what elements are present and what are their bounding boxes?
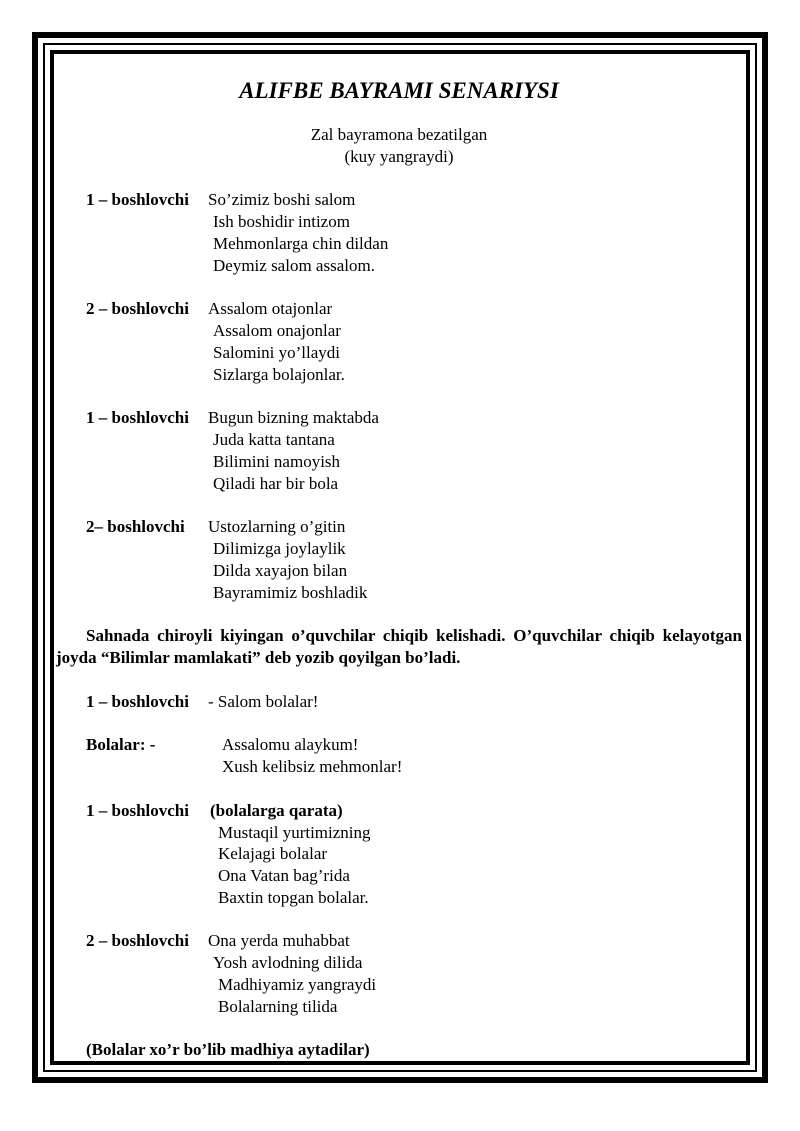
dialogue-block [56,930,742,1017]
speaker-label: Bolalar: - [86,735,156,755]
verse-line: Bolalarning tilida [218,996,338,1016]
verse-line: So’zimiz boshi salom [208,190,356,210]
verse-line: Ona Vatan bag’rida [218,866,350,886]
verse-line: Mustaqil yurtimizning [218,822,371,842]
verse-line: Assalom onajonlar [213,321,341,341]
dialogue-block [56,407,742,494]
verse-line: Dilda xayajon bilan [213,560,348,580]
verse-line: Deymiz salom assalom. [213,255,375,275]
verse-line: Xush kelibsiz mehmonlar! [222,757,403,777]
speaker-label: 1 – boshlovchi [86,800,189,820]
verse-line: Yosh avlodning dilida [213,953,363,973]
speaker-label: 1 – boshlovchi [86,190,189,210]
dialogue-block [56,189,742,276]
verse-line: Juda katta tantana [213,430,335,450]
speaker-label: 2 – boshlovchi [86,299,189,319]
speaker-label: 2 – boshlovchi [86,931,189,951]
dialogue-block [56,516,742,603]
intro-line: (kuy yangraydi) [344,146,454,166]
dialogue-block [56,800,742,909]
dialogue-block [56,691,742,713]
closing-direction: (Bolalar xo’r bo’lib madhiya aytadilar) [86,1040,370,1060]
speaker-label: 2– boshlovchi [86,517,185,537]
verse-line: Baxtin topgan bolalar. [218,887,369,907]
speaker-label: 1 – boshlovchi [86,691,189,711]
verse-line: Bayramimiz boshladik [213,582,368,602]
verse-line: Ish boshidir intizom [213,212,350,232]
intro-line: Zal bayramona bezatilgan [310,125,488,144]
dialogue-block [56,298,742,385]
verse-line: Ustozlarning o’gitin [208,517,346,537]
verse-line: Bugun bizning maktabda [208,408,379,428]
stage-direction: Sahnada chiroyli kiyingan o’quvchilar chiqib kelishadi. O’quvchilar chiqib kelayotgan joyda “Bilimlar mamlakati” deb yozib qoyilgan bo’ladi. [56,626,742,668]
verse-line: - Salom bolalar! [208,691,319,711]
verse-line: Assalomu alaykum! [222,735,359,755]
document-body [56,76,742,1061]
verse-line: Ona yerda muhabbat [208,931,350,951]
dialogue-block [56,734,742,778]
verse-line: Kelajagi bolalar [218,844,328,864]
verse-line: Assalom otajonlar [208,299,333,319]
verse-line: Sizlarga bolajonlar. [213,364,345,384]
page-title: ALIFBE BAYRAMI SENARIYSI [239,78,559,103]
verse-line: Dilimizga joylaylik [213,539,346,559]
verse-line: Salomini yo’llaydi [213,342,341,362]
stage-note: (bolalarga qarata) [210,800,343,820]
verse-line: Qiladi har bir bola [213,473,339,493]
speaker-label: 1 – boshlovchi [86,408,189,428]
verse-line: Mehmonlarga chin dildan [213,233,389,253]
verse-line: Madhiyamiz yangraydi [218,975,377,995]
verse-line: Bilimini namoyish [213,451,341,471]
